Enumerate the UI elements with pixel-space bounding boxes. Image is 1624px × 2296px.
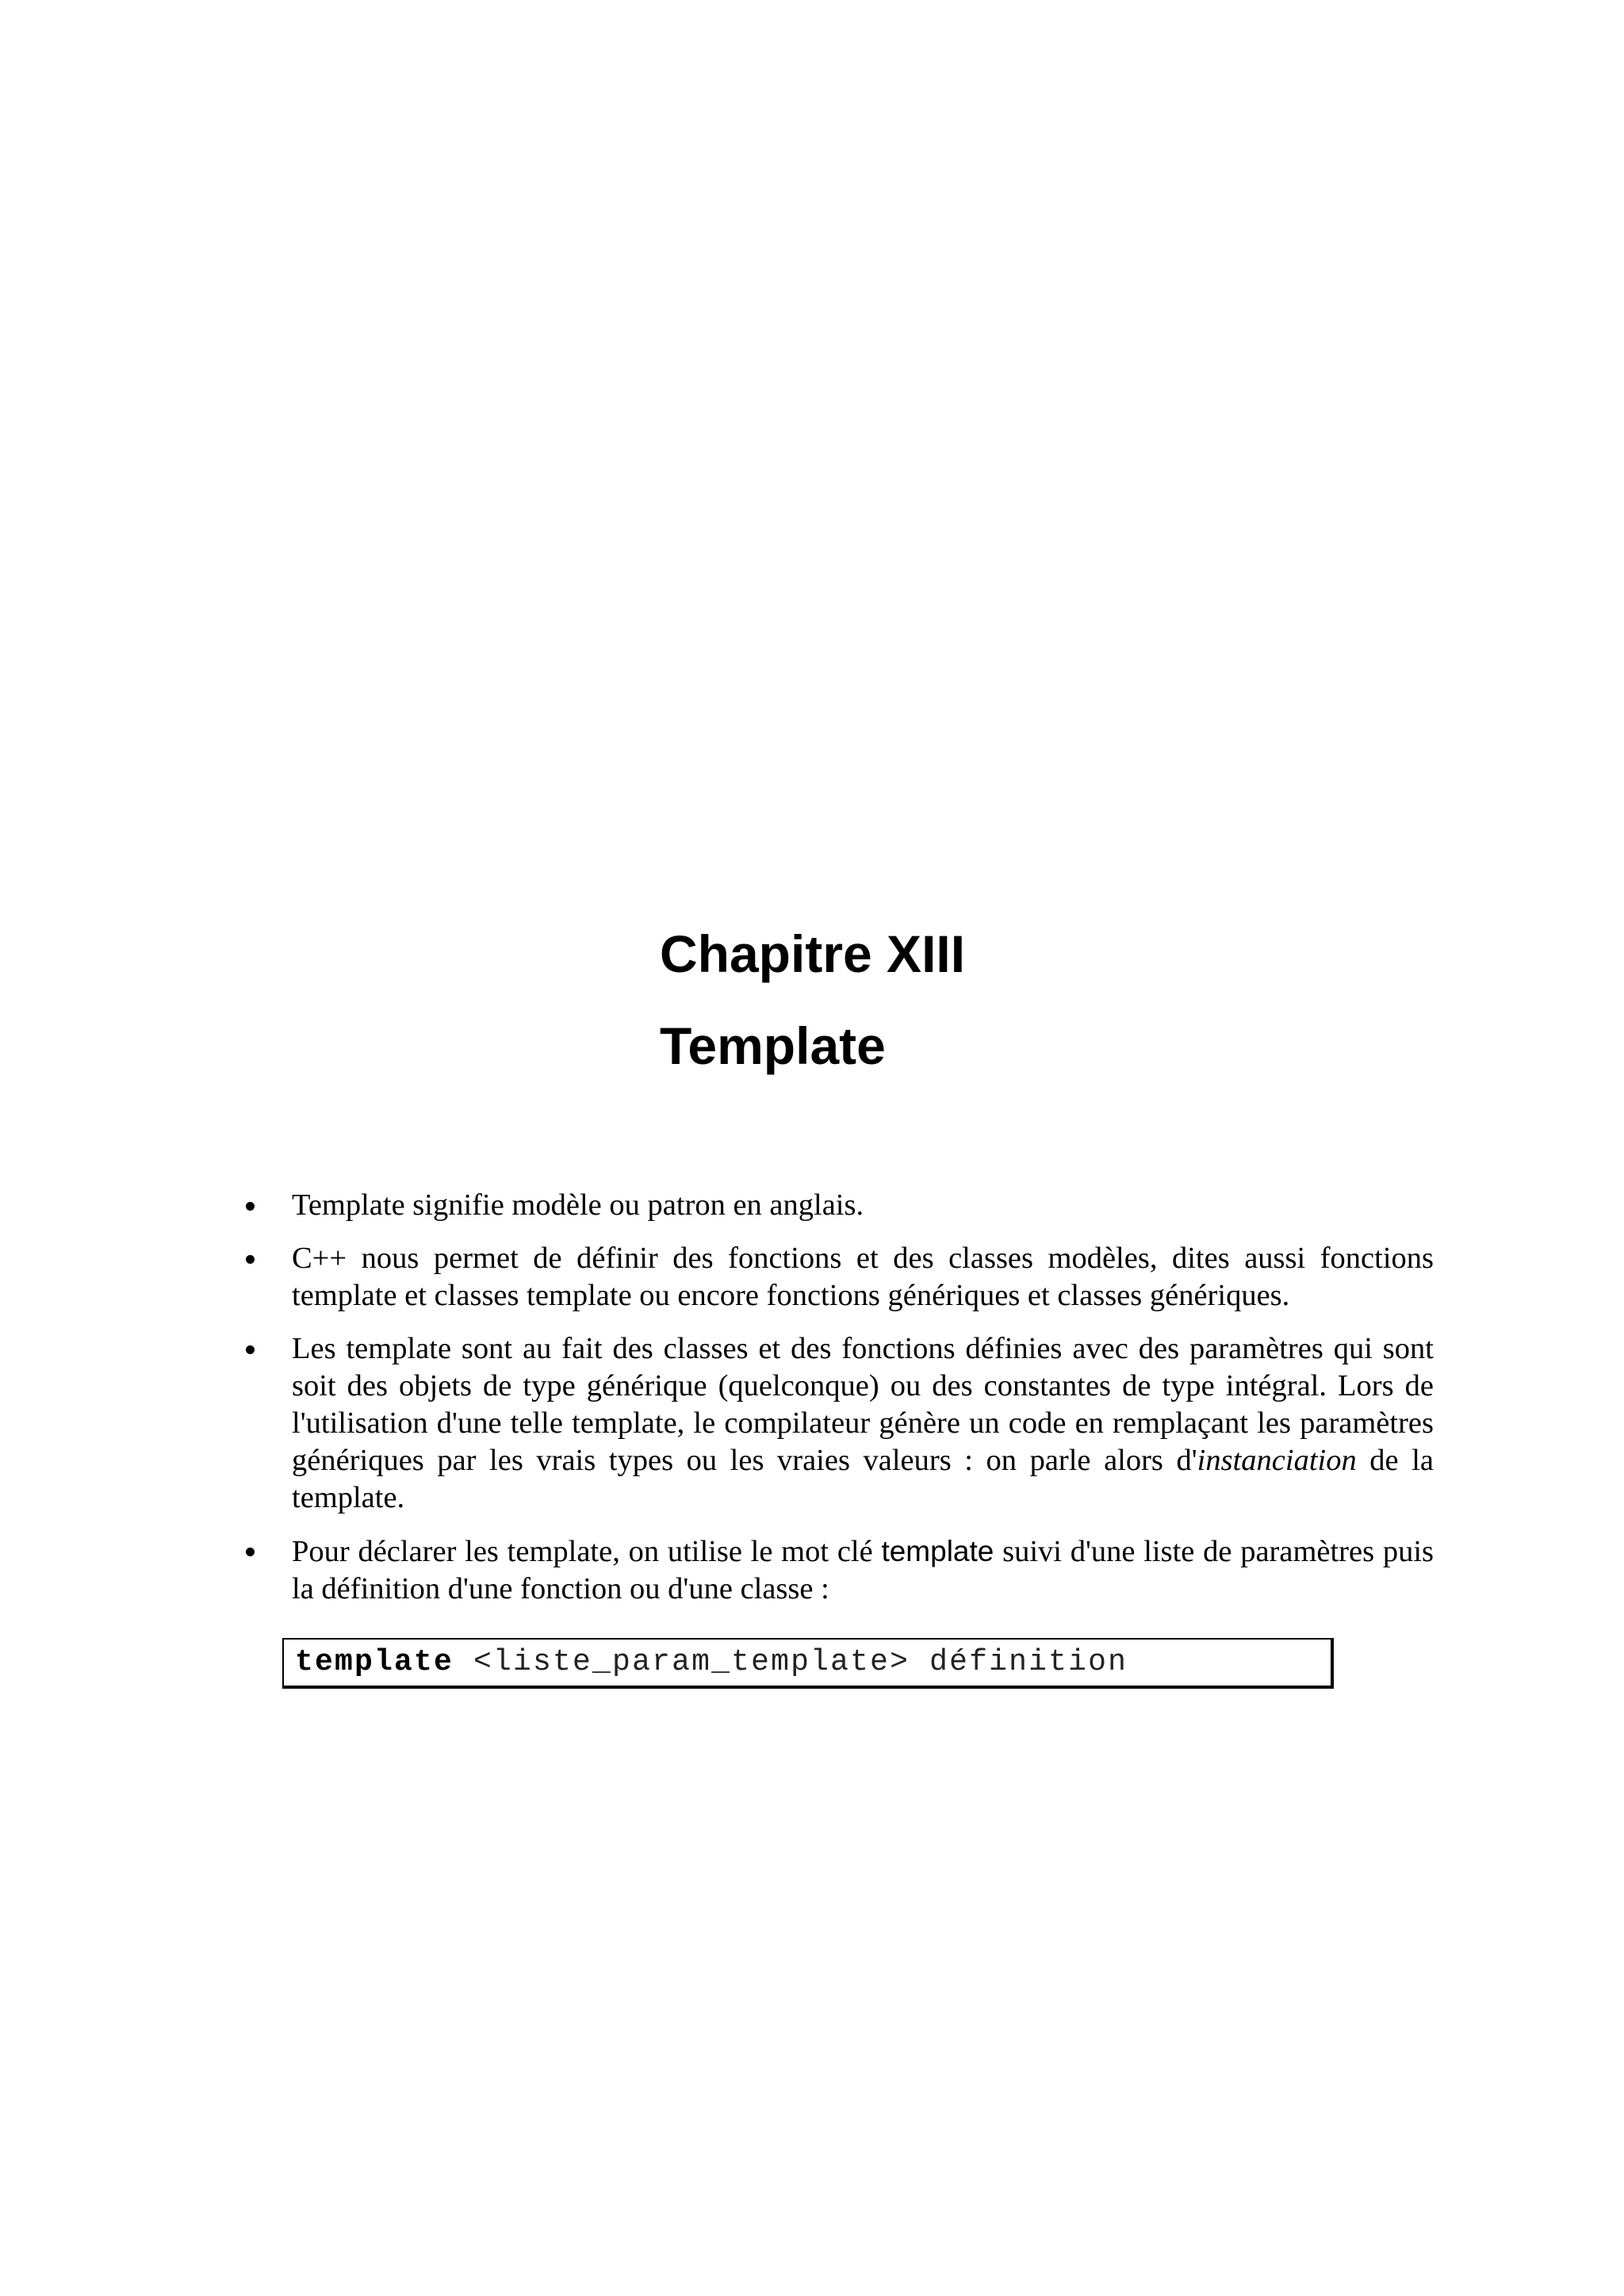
code-syntax-box: [282, 1638, 1334, 1689]
bullet-icon: [246, 1255, 255, 1264]
bullet-text: [292, 1533, 1434, 1608]
bullet-icon: [246, 1202, 255, 1211]
bullet-icon: [246, 1345, 255, 1354]
bullet-text-part: Pour déclarer les template, on utilise le mot clé: [292, 1535, 882, 1568]
bullet-text: [292, 1330, 1434, 1517]
code-rest: <liste_param_template> définition: [454, 1645, 1128, 1679]
chapter-number: Chapitre XIII: [660, 924, 966, 983]
chapter-title: Template: [660, 1016, 886, 1075]
bullet-item: [243, 1240, 1434, 1314]
bullet-item: [243, 1533, 1434, 1608]
bullet-text-part: Les template sont au fait des classes et des fonctions définies avec des paramètres qui sont soit des objets de type générique (quelconque) ou des constantes de type intégral. Lors de l'utilisation d'une telle template, le compilateur génère un code en remplaçant les paramètres génériques par les vrais types ou les vraies valeurs : on parle alors d': [292, 1332, 1434, 1477]
bullet-item: [243, 1187, 1434, 1224]
bullet-item: [243, 1330, 1434, 1517]
inline-keyword: template: [881, 1535, 994, 1567]
bullet-list: [243, 1187, 1434, 1624]
bullet-text-part: suivi d'une liste de paramètres puis la définition d'une fonction ou d'une classe :: [292, 1535, 1434, 1605]
emphasis-term: instanciation: [1197, 1444, 1357, 1477]
code-keyword: template: [295, 1645, 454, 1679]
bullet-text-part: de la template.: [292, 1444, 1434, 1514]
bullet-text: Template signifie modèle ou patron en anglais.: [292, 1188, 864, 1222]
bullet-icon: [246, 1548, 255, 1556]
bullet-text: C++ nous permet de définir des fonctions et des classes modèles, dites aussi fonctions template et classes template ou encore fonctions génériques et classes génériques.: [292, 1242, 1434, 1312]
